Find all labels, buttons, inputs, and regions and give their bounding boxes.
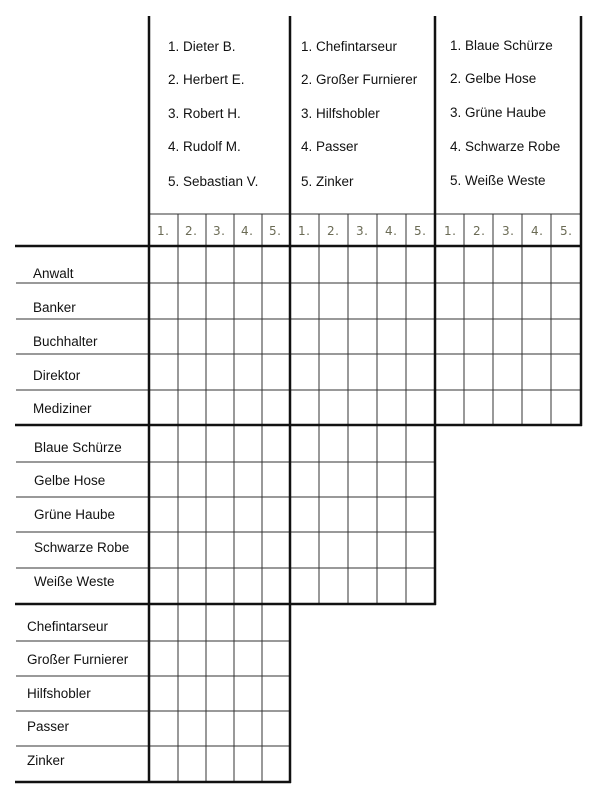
grid-cell[interactable] [262, 532, 290, 568]
grid-cell[interactable] [262, 390, 290, 425]
row-label: Hilfshobler [27, 686, 91, 701]
grid-cell[interactable] [290, 497, 319, 532]
grid-cell[interactable] [150, 532, 178, 568]
grid-cell[interactable] [262, 497, 290, 532]
grid-cell[interactable] [377, 319, 406, 354]
grid-cell[interactable] [522, 246, 551, 283]
column-header-label: 5. Weiße Weste [450, 173, 546, 188]
grid-cell[interactable] [150, 641, 178, 676]
grid-cell[interactable] [319, 390, 348, 425]
grid-cell[interactable] [551, 354, 581, 390]
column-number: 2. [473, 224, 486, 238]
row-label: Gelbe Hose [34, 473, 106, 488]
grid-cell[interactable] [377, 497, 406, 532]
grid-cell[interactable] [435, 390, 464, 425]
grid-cell[interactable] [348, 283, 377, 319]
grid-cell[interactable] [178, 568, 206, 604]
grid-cell[interactable] [262, 283, 290, 319]
grid-cell[interactable] [262, 568, 290, 604]
column-header-label: 2. Großer Furnierer [301, 72, 418, 87]
grid-cell[interactable] [206, 604, 234, 641]
grid-cell[interactable] [150, 425, 178, 462]
grid-cell[interactable] [406, 568, 435, 604]
grid-cell[interactable] [178, 532, 206, 568]
grid-cell[interactable] [234, 641, 262, 676]
grid-cell[interactable] [290, 462, 319, 497]
grid-cell[interactable] [150, 390, 178, 425]
grid-cell[interactable] [262, 425, 290, 462]
column-header-label: 2. Herbert E. [168, 72, 245, 87]
grid-cell[interactable] [377, 283, 406, 319]
grid-cell[interactable] [178, 246, 206, 283]
column-header-label: 2. Gelbe Hose [450, 71, 537, 86]
grid-cell[interactable] [319, 568, 348, 604]
grid-cell[interactable] [319, 246, 348, 283]
column-number: 2. [327, 224, 340, 238]
grid-cell[interactable] [150, 354, 178, 390]
grid-cell[interactable] [234, 532, 262, 568]
grid-cell[interactable] [319, 462, 348, 497]
grid-cell[interactable] [178, 283, 206, 319]
grid-cell[interactable] [319, 319, 348, 354]
column-header-label: 1. Chefintarseur [301, 39, 398, 54]
row-label: Blaue Schürze [34, 440, 122, 455]
grid-cell[interactable] [493, 283, 522, 319]
grid-cell[interactable] [150, 711, 178, 746]
grid-cell[interactable] [150, 604, 178, 641]
grid-cell[interactable] [377, 425, 406, 462]
column-number: 4. [241, 224, 254, 238]
grid-cell[interactable] [234, 390, 262, 425]
grid-cell[interactable] [435, 246, 464, 283]
grid-cell[interactable] [377, 568, 406, 604]
row-label: Weiße Weste [34, 574, 115, 589]
grid-cell[interactable] [406, 354, 435, 390]
grid-cell[interactable] [319, 425, 348, 462]
grid-cell[interactable] [348, 532, 377, 568]
grid-cell[interactable] [290, 354, 319, 390]
grid-cell[interactable] [178, 641, 206, 676]
grid-cell[interactable] [348, 497, 377, 532]
column-number: 3. [213, 224, 226, 238]
grid-cell[interactable] [348, 462, 377, 497]
row-label: Zinker [27, 753, 65, 768]
grid-cell[interactable] [406, 390, 435, 425]
grid-cell[interactable] [348, 246, 377, 283]
grid-cell[interactable] [150, 319, 178, 354]
grid-cell[interactable] [290, 319, 319, 354]
grid-cell[interactable] [234, 283, 262, 319]
grid-cell[interactable] [493, 246, 522, 283]
column-number: 5. [269, 224, 282, 238]
grid-cell[interactable] [406, 462, 435, 497]
grid-cell[interactable] [206, 711, 234, 746]
column-number: 3. [502, 224, 515, 238]
grid-cell[interactable] [522, 390, 551, 425]
column-header-label: 4. Schwarze Robe [450, 139, 561, 154]
column-header-label: 3. Grüne Haube [450, 105, 547, 120]
column-header-label: 3. Hilfshobler [301, 106, 380, 121]
column-header-label: 1. Dieter B. [168, 39, 236, 54]
grid-cell[interactable] [348, 390, 377, 425]
grid-cell[interactable] [178, 711, 206, 746]
column-header-label: 5. Zinker [301, 174, 354, 189]
grid-cell[interactable] [348, 319, 377, 354]
grid-cell[interactable] [262, 354, 290, 390]
grid-cell[interactable] [464, 354, 493, 390]
grid-cell[interactable] [206, 568, 234, 604]
grid-cell[interactable] [178, 676, 206, 711]
grid-cell[interactable] [290, 425, 319, 462]
grid-cell[interactable] [319, 283, 348, 319]
grid-cell[interactable] [234, 354, 262, 390]
grid-cell[interactable] [178, 390, 206, 425]
column-header-label: 4. Rudolf M. [168, 139, 241, 154]
grid-cell[interactable] [206, 390, 234, 425]
column-header-label: 3. Robert H. [168, 106, 241, 121]
grid-cell[interactable] [206, 354, 234, 390]
grid-cell[interactable] [262, 641, 290, 676]
column-number: 1. [298, 224, 311, 238]
grid-cell[interactable] [406, 425, 435, 462]
grid-cell[interactable] [262, 746, 290, 782]
grid-cell[interactable] [406, 319, 435, 354]
row-label: Mediziner [33, 401, 92, 416]
column-group-persons [168, 39, 258, 189]
grid-cell[interactable] [234, 246, 262, 283]
grid-cell[interactable] [234, 568, 262, 604]
grid-cell[interactable] [377, 532, 406, 568]
grid-cell[interactable] [178, 425, 206, 462]
column-header-label: 5. Sebastian V. [168, 174, 259, 189]
grid-cell[interactable] [234, 319, 262, 354]
grid-cell[interactable] [464, 390, 493, 425]
grid-cell[interactable] [551, 246, 581, 283]
grid-cell[interactable] [150, 746, 178, 782]
column-header-label: 1. Blaue Schürze [450, 38, 553, 53]
grid-cell[interactable] [150, 497, 178, 532]
row-label: Chefintarseur [27, 619, 109, 634]
grid-cell[interactable] [234, 497, 262, 532]
grid-cell[interactable] [234, 462, 262, 497]
grid-cell[interactable] [234, 676, 262, 711]
grid-cell[interactable] [150, 462, 178, 497]
grid-cell[interactable] [206, 532, 234, 568]
grid-cell[interactable] [377, 462, 406, 497]
row-label: Anwalt [33, 266, 74, 281]
grid-cell[interactable] [150, 676, 178, 711]
grid-cell[interactable] [206, 746, 234, 782]
grid-cell[interactable] [234, 746, 262, 782]
grid-cell[interactable] [464, 283, 493, 319]
column-number: 2. [185, 224, 198, 238]
column-group-clothing [450, 38, 560, 188]
grid-cell[interactable] [522, 354, 551, 390]
grid-cell[interactable] [178, 604, 206, 641]
row-label: Schwarze Robe [34, 540, 130, 555]
grid-cell[interactable] [522, 283, 551, 319]
column-number: 4. [531, 224, 544, 238]
column-number: 4. [385, 224, 398, 238]
grid-cell[interactable] [262, 246, 290, 283]
column-number: 5. [414, 224, 427, 238]
grid-cell[interactable] [319, 354, 348, 390]
grid-cell[interactable] [319, 532, 348, 568]
grid-cell[interactable] [464, 319, 493, 354]
grid-cell[interactable] [234, 604, 262, 641]
grid-cell[interactable] [551, 283, 581, 319]
grid-cell[interactable] [262, 319, 290, 354]
grid-cell[interactable] [493, 319, 522, 354]
grid-cell[interactable] [178, 462, 206, 497]
grid-cell[interactable] [290, 568, 319, 604]
column-numbers [157, 224, 572, 238]
grid-cell[interactable] [206, 425, 234, 462]
grid-cell[interactable] [377, 390, 406, 425]
grid-cell[interactable] [234, 711, 262, 746]
grid-cell[interactable] [290, 532, 319, 568]
answer-cells [150, 246, 581, 782]
grid-cell[interactable] [435, 283, 464, 319]
grid-cell[interactable] [551, 319, 581, 354]
row-label: Grüne Haube [34, 507, 116, 522]
grid-cell[interactable] [206, 676, 234, 711]
grid-cell[interactable] [435, 354, 464, 390]
grid-cell[interactable] [406, 532, 435, 568]
grid-cell[interactable] [406, 497, 435, 532]
grid-cell[interactable] [206, 497, 234, 532]
grid-cell[interactable] [150, 283, 178, 319]
grid-cell[interactable] [206, 319, 234, 354]
row-label: Passer [27, 719, 70, 734]
grid-cell[interactable] [178, 746, 206, 782]
grid-cell[interactable] [206, 641, 234, 676]
grid-cell[interactable] [348, 354, 377, 390]
grid-cell[interactable] [348, 568, 377, 604]
column-number: 5. [560, 224, 573, 238]
column-header-label: 4. Passer [301, 139, 359, 154]
column-group-jobs [301, 39, 418, 189]
row-label: Buchhalter [33, 334, 98, 349]
grid-cell[interactable] [377, 354, 406, 390]
column-number: 3. [356, 224, 369, 238]
grid-cell[interactable] [406, 246, 435, 283]
grid-cell[interactable] [262, 676, 290, 711]
grid-cell[interactable] [464, 246, 493, 283]
grid-cell[interactable] [493, 390, 522, 425]
grid-cell[interactable] [262, 604, 290, 641]
grid-cell[interactable] [319, 497, 348, 532]
grid-cell[interactable] [290, 390, 319, 425]
column-number: 1. [157, 224, 170, 238]
grid-cell[interactable] [234, 425, 262, 462]
grid-cell[interactable] [377, 246, 406, 283]
row-group-professions [33, 266, 98, 416]
row-label: Großer Furnierer [27, 652, 129, 667]
grid-cell[interactable] [262, 462, 290, 497]
column-number: 1. [444, 224, 457, 238]
grid-cell[interactable] [206, 462, 234, 497]
grid-cell[interactable] [178, 354, 206, 390]
grid-cell[interactable] [178, 319, 206, 354]
grid-cell[interactable] [551, 390, 581, 425]
grid-cell[interactable] [262, 711, 290, 746]
grid-cell[interactable] [290, 283, 319, 319]
grid-cell[interactable] [406, 283, 435, 319]
row-label: Banker [33, 300, 76, 315]
grid-cell[interactable] [150, 246, 178, 283]
grid-cell[interactable] [206, 246, 234, 283]
grid-cell[interactable] [150, 568, 178, 604]
grid-cell[interactable] [206, 283, 234, 319]
grid-cell[interactable] [348, 425, 377, 462]
grid-cell[interactable] [290, 246, 319, 283]
row-label: Direktor [33, 368, 81, 383]
grid-cell[interactable] [435, 319, 464, 354]
grid-cell[interactable] [493, 354, 522, 390]
grid-cell[interactable] [178, 497, 206, 532]
grid-cell[interactable] [522, 319, 551, 354]
